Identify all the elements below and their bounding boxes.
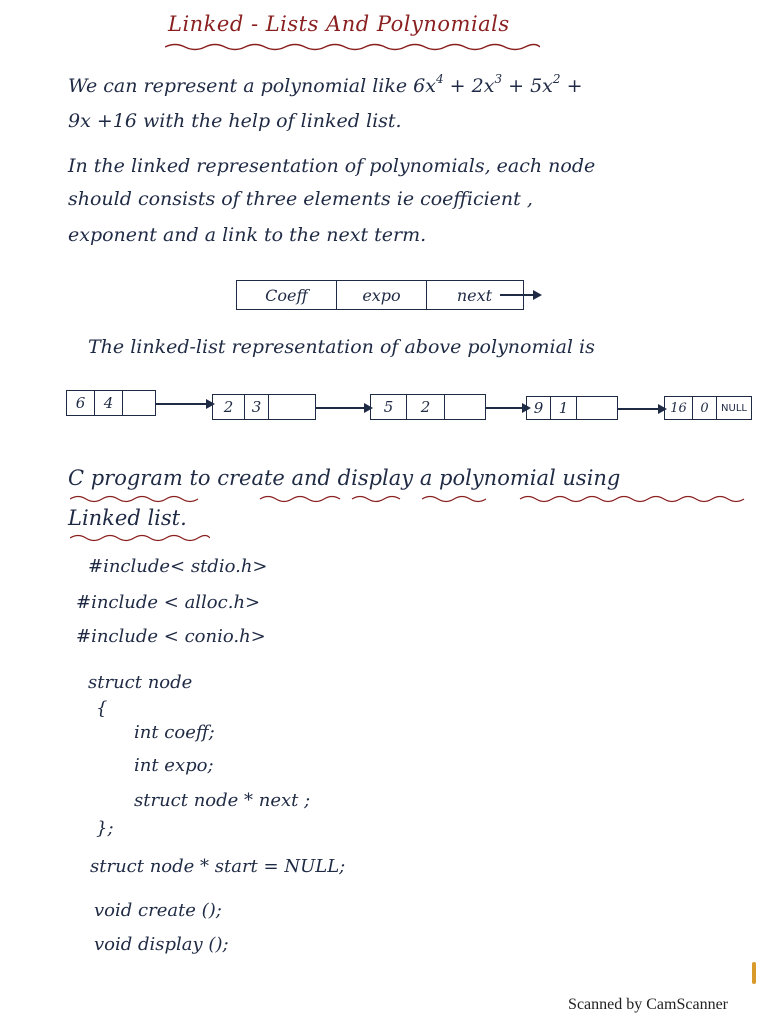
node2-next: [269, 395, 315, 419]
node1-expo: 4: [95, 391, 123, 415]
node2-coeff: 2: [213, 395, 245, 419]
next-pointer-arrow-icon: [533, 290, 542, 300]
exponent-2: 3: [494, 72, 503, 86]
para1-line2: 9x +16 with the help of linked list.: [68, 110, 402, 132]
node3-coeff: 5: [371, 395, 407, 419]
code-open-brace: {: [96, 698, 108, 719]
node-field-next: next: [456, 285, 493, 305]
link-4-5: [618, 408, 662, 410]
code-struct-next: struct node * next ;: [134, 790, 311, 811]
program-heading-line2: Linked list.: [68, 506, 187, 530]
node3-expo: 2: [407, 395, 445, 419]
program-heading-line1: C program to create and display a polynomial using: [68, 466, 621, 490]
poly-term-4: +: [560, 75, 583, 97]
node-field-coeff: Coeff: [237, 281, 337, 309]
node2-expo: 3: [245, 395, 269, 419]
code-start-null: struct node * start = NULL;: [90, 856, 346, 877]
node1-coeff: 6: [67, 391, 95, 415]
para3-line: The linked-list representation of above polynomial is: [88, 336, 595, 358]
code-close-brace: };: [96, 818, 114, 839]
node5-expo: 0: [693, 397, 717, 419]
para1-text: We can represent a polynomial like 6x: [68, 75, 436, 97]
exponent-1: 4: [435, 72, 444, 86]
para2-line2: should consists of three elements ie coefficient ,: [68, 188, 533, 210]
code-int-expo: int expo;: [134, 755, 214, 776]
node-structure-diagram: [236, 280, 524, 310]
poly-term-3: + 5x: [502, 75, 553, 97]
list-node-5: [664, 396, 752, 420]
poly-term-2: + 2x: [443, 75, 495, 97]
node4-next: [577, 397, 617, 419]
node1-next: [123, 391, 155, 415]
para2-line3: exponent and a link to the next term.: [68, 224, 427, 246]
title-underline: [165, 42, 540, 52]
para2-line1: In the linked representation of polynomials, each node: [68, 155, 596, 177]
node4-expo: 1: [551, 397, 577, 419]
code-include-alloc: #include < alloc.h>: [76, 592, 261, 613]
code-include-conio: #include < conio.h>: [76, 626, 266, 647]
code-struct-node: struct node: [88, 672, 193, 693]
code-void-display: void display ();: [94, 934, 229, 955]
margin-mark: [752, 962, 756, 984]
para1-line1: [68, 72, 583, 97]
list-node-1: [66, 390, 156, 416]
node3-next: [445, 395, 485, 419]
scanner-watermark: Scanned by CamScanner: [568, 996, 728, 1013]
link-1-2: [156, 403, 210, 405]
code-int-coeff: int coeff;: [134, 722, 215, 743]
list-node-3: [370, 394, 486, 420]
list-node-4: [526, 396, 618, 420]
link-3-4: [486, 407, 526, 409]
link-2-3: [316, 407, 368, 409]
node4-coeff: 9: [527, 397, 551, 419]
heading-squiggle-2: [70, 533, 210, 543]
exponent-3: 2: [552, 72, 561, 86]
code-void-create: void create ();: [94, 900, 222, 921]
node-field-expo: expo: [337, 281, 427, 309]
node5-coeff: 16: [665, 397, 693, 419]
code-include-stdio: #include< stdio.h>: [88, 556, 268, 577]
node5-next-null: NULL: [721, 402, 747, 414]
page-title: Linked - Lists And Polynomials: [168, 12, 510, 36]
heading-squiggle-1: [70, 494, 750, 504]
list-node-2: [212, 394, 316, 420]
next-pointer-line: [500, 294, 534, 296]
